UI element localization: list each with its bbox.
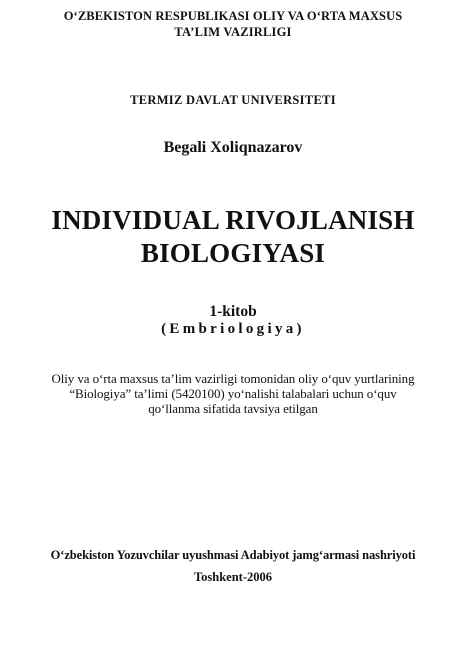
book-title-line-2: BIOLOGIYASI: [140, 238, 326, 268]
university-name: TERMIZ DAVLAT UNIVERSITETI: [130, 93, 336, 107]
book-title-line-1: INDIVIDUAL RIVOJLANISH: [51, 205, 415, 235]
ministry-name-line-1: O‘ZBEKISTON RESPUBLIKASI OLIY VA O‘RTA MAXSUS: [63, 9, 403, 23]
publication-city-year: Toshkent-2006: [193, 570, 273, 584]
volume-number: 1-kitob: [209, 303, 257, 320]
approval-note-line-2: “Biologiya” ta’limi (5420100) yo‘nalishi talabalari uchun o‘quv: [69, 386, 397, 401]
publisher-name: O‘zbekiston Yozuvchilar uyushmasi Adabiyot jamg‘armasi nashriyoti: [50, 548, 416, 562]
volume-subject: (Embriologiya): [161, 321, 305, 337]
author-name: Begali Xoliqnazarov: [163, 139, 303, 156]
approval-note-line-3: qo‘llanma sifatida tavsiya etilgan: [148, 401, 318, 416]
approval-note-line-1: Oliy va o‘rta maxsus ta’lim vazirligi tomonidan oliy o‘quv yurtlarining: [51, 371, 415, 386]
ministry-name-line-2: TA’LIM VAZIRLIGI: [174, 25, 292, 39]
